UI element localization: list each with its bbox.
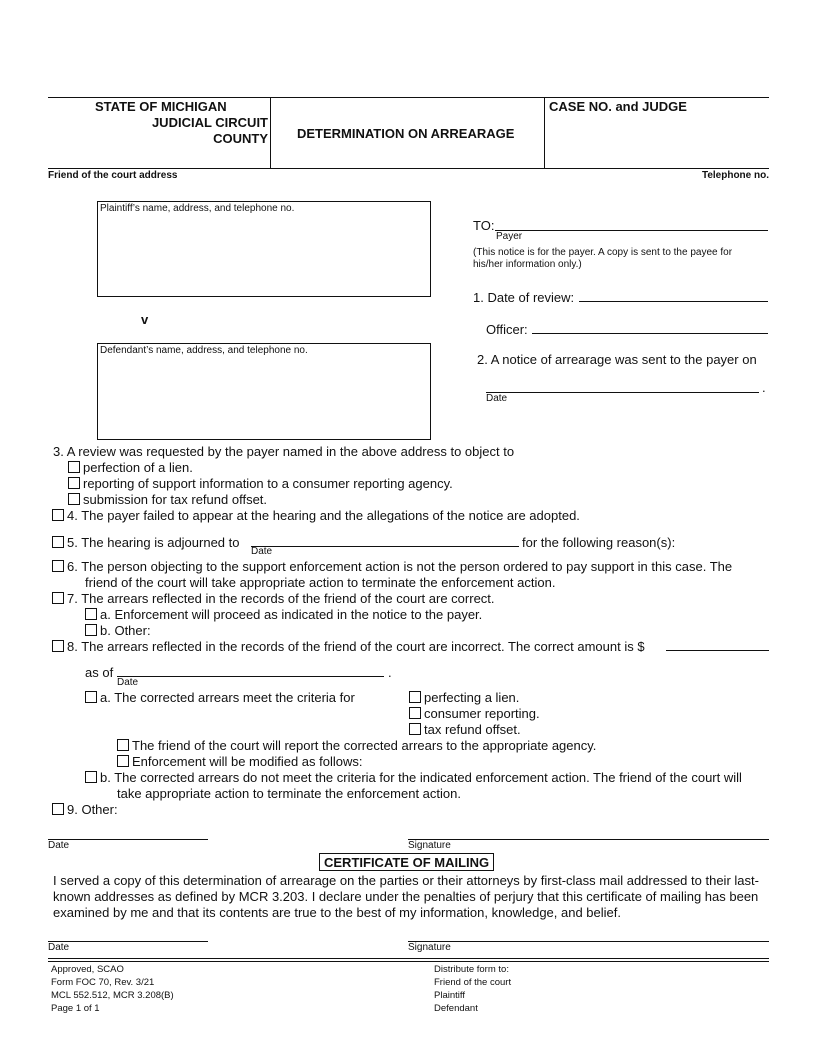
item6-line1: 6. The person objecting to the support enforcement action is not the person ordered to pay support in this case. The <box>67 559 733 574</box>
signature-label-2: Signature <box>408 942 451 953</box>
item8a-modified[interactable] <box>117 754 363 769</box>
court-label: JUDICIAL CIRCUIT <box>151 115 268 130</box>
asof-date-field[interactable] <box>117 676 384 677</box>
header-top-rule <box>48 97 769 98</box>
certificate-title: CERTIFICATE OF MAILING <box>319 853 494 871</box>
item7a-checkbox[interactable] <box>85 608 97 620</box>
date-of-review-label: 1. Date of review: <box>473 290 575 305</box>
county-label: COUNTY <box>213 131 268 146</box>
form-title: DETERMINATION ON ARREARAGE <box>297 126 515 141</box>
signature-label-1: Signature <box>408 840 451 851</box>
date-of-review-field[interactable] <box>579 301 768 302</box>
item8a-report-checkbox[interactable] <box>117 739 129 751</box>
footer-left-4: Page 1 of 1 <box>51 1003 100 1014</box>
item3-opt-lien[interactable] <box>68 460 193 475</box>
item7a-label: a. Enforcement will proceed as indicated in the notice to the payer. <box>100 607 483 622</box>
certificate-line-2: known addresses as defined by MCR 3.203. I declare under the penalties of perjury that this certificate of mailing has been <box>53 889 759 904</box>
notice-date-field[interactable] <box>486 392 759 393</box>
officer-field[interactable] <box>532 333 768 334</box>
item8a-modified-checkbox[interactable] <box>117 755 129 767</box>
item8a-opt-consumer[interactable] <box>409 706 540 721</box>
item7b[interactable] <box>85 623 151 638</box>
item7a[interactable] <box>85 607 482 622</box>
footer-right-1: Distribute form to: <box>434 964 509 975</box>
date-label-1: Date <box>48 840 70 851</box>
item7-label: 7. The arrears reflected in the records of the friend of the court are correct. <box>67 591 495 606</box>
item6-line2: friend of the court will take appropriate action to terminate the enforcement action. <box>85 575 556 590</box>
item8a[interactable] <box>85 690 355 705</box>
signature-field-2[interactable] <box>408 941 769 942</box>
item8a-opt-lien-label: perfecting a lien. <box>424 690 520 705</box>
item8a-opt-tax-label: tax refund offset. <box>424 722 521 737</box>
item8a-consumer-checkbox[interactable] <box>409 707 421 719</box>
item8-checkbox[interactable] <box>52 640 64 652</box>
date-label-2: Date <box>48 942 70 953</box>
item4-label: 4. The payer failed to appear at the hearing and the allegations of the notice are adopted. <box>67 508 580 523</box>
payer-label: Payer <box>496 231 523 242</box>
item8a-opt-consumer-label: consumer reporting. <box>424 706 540 721</box>
item3-tax-checkbox[interactable] <box>68 493 80 505</box>
item8b-checkbox[interactable] <box>85 771 97 783</box>
adjourn-date-label: Date <box>251 546 273 557</box>
item7[interactable] <box>52 591 495 606</box>
header-divider-2 <box>544 97 545 168</box>
item8a-report[interactable] <box>117 738 596 753</box>
footer-right-3: Plaintiff <box>434 990 465 1001</box>
notice-date-label: Date <box>486 393 508 404</box>
item5-checkbox[interactable] <box>52 536 64 548</box>
item8a-opt-tax[interactable] <box>409 722 521 737</box>
footer-left-1: Approved, SCAO <box>51 964 124 975</box>
item8a-checkbox[interactable] <box>85 691 97 703</box>
item8a-tax-checkbox[interactable] <box>409 723 421 735</box>
adjourn-date-field[interactable] <box>251 546 519 547</box>
footer-left-3: MCL 552.512, MCR 3.208(B) <box>51 990 174 1001</box>
item3-opt-reporting[interactable] <box>68 476 453 491</box>
notice-note: (This notice is for the payer. A copy is sent to the payee for his/her information only.) <box>473 247 733 270</box>
officer-label: Officer: <box>486 322 528 337</box>
item8b-line2: take appropriate action to terminate the enforcement action. <box>117 786 461 801</box>
item8a-label: a. The corrected arrears meet the criteria for <box>100 690 355 705</box>
footer-right-2: Friend of the court <box>434 977 512 988</box>
item3-opt-reporting-label: reporting of support information to a consumer reporting agency. <box>83 476 453 491</box>
payer-field[interactable] <box>495 230 768 231</box>
signature-field-1[interactable] <box>408 839 769 840</box>
item8[interactable] <box>52 639 645 654</box>
certificate-line-3: examined by me and that its contents are true to the best of my information, knowledge, and belief. <box>53 905 621 920</box>
item3-opt-tax-label: submission for tax refund offset. <box>83 492 268 507</box>
item3-lien-checkbox[interactable] <box>68 461 80 473</box>
item8a-report-label: The friend of the court will report the corrected arrears to the appropriate agency. <box>132 738 597 753</box>
item2-label: 2. A notice of arrearage was sent to the payer on <box>477 352 757 367</box>
item5[interactable] <box>52 535 240 550</box>
versus-label: v <box>141 312 149 327</box>
plaintiff-box-label: Plaintiff’s name, address, and telephone no. <box>100 203 295 214</box>
item9-checkbox[interactable] <box>52 803 64 815</box>
item8b-line1: b. The corrected arrears do not meet the criteria for the indicated enforcement action. The friend of the court will <box>100 770 742 785</box>
item8a-modified-label: Enforcement will be modified as follows: <box>132 754 363 769</box>
correct-amount-field[interactable] <box>666 650 769 651</box>
item3-opt-lien-label: perfection of a lien. <box>83 460 193 475</box>
item9-label: 9. Other: <box>67 802 118 817</box>
certificate-line-1: I served a copy of this determination of arrearage on the parties or their attorneys by first-class mail addressed to their last- <box>53 873 759 888</box>
defendant-box[interactable] <box>97 343 431 440</box>
item4[interactable] <box>52 508 580 523</box>
to-label: TO: <box>473 218 495 233</box>
case-no-judge-label: CASE NO. and JUDGE <box>549 99 687 114</box>
header-bottom-rule <box>48 168 769 169</box>
item5-label: 5. The hearing is adjourned to <box>67 535 240 550</box>
item5-suffix: for the following reason(s): <box>522 535 676 550</box>
item8-period: . <box>388 665 392 680</box>
defendant-box-label: Defendant’s name, address, and telephone no. <box>100 345 308 356</box>
item6[interactable] <box>52 559 732 574</box>
item8a-lien-checkbox[interactable] <box>409 691 421 703</box>
footer-rule-1 <box>48 958 769 959</box>
item3-opt-tax[interactable] <box>68 492 267 507</box>
item7-checkbox[interactable] <box>52 592 64 604</box>
footer-rule-2 <box>48 961 769 962</box>
footer-left-2: Form FOC 70, Rev. 3/21 <box>51 977 155 988</box>
plaintiff-box[interactable] <box>97 201 431 297</box>
item9[interactable] <box>52 802 118 817</box>
date-field-1[interactable] <box>48 839 208 840</box>
item8-label: 8. The arrears reflected in the records of the friend of the court are incorrect. The correct amount is $ <box>67 639 645 654</box>
item2-period: . <box>762 380 766 395</box>
item3-reporting-checkbox[interactable] <box>68 477 80 489</box>
date-field-2[interactable] <box>48 941 208 942</box>
header-divider-1 <box>270 97 271 168</box>
asof-date-label: Date <box>117 677 139 688</box>
item6-checkbox[interactable] <box>52 560 64 572</box>
item7b-checkbox[interactable] <box>85 624 97 636</box>
item8-asof: as of <box>85 665 114 680</box>
item4-checkbox[interactable] <box>52 509 64 521</box>
item3-text: 3. A review was requested by the payer named in the above address to object to <box>53 444 515 459</box>
state-label: STATE OF MICHIGAN <box>95 99 227 114</box>
item7b-label: b. Other: <box>100 623 151 638</box>
item8a-opt-lien[interactable] <box>409 690 519 705</box>
foc-address-label: Friend of the court address <box>48 170 178 181</box>
footer-right-4: Defendant <box>434 1003 478 1014</box>
item8b[interactable] <box>85 770 742 785</box>
telephone-label: Telephone no. <box>701 170 769 181</box>
